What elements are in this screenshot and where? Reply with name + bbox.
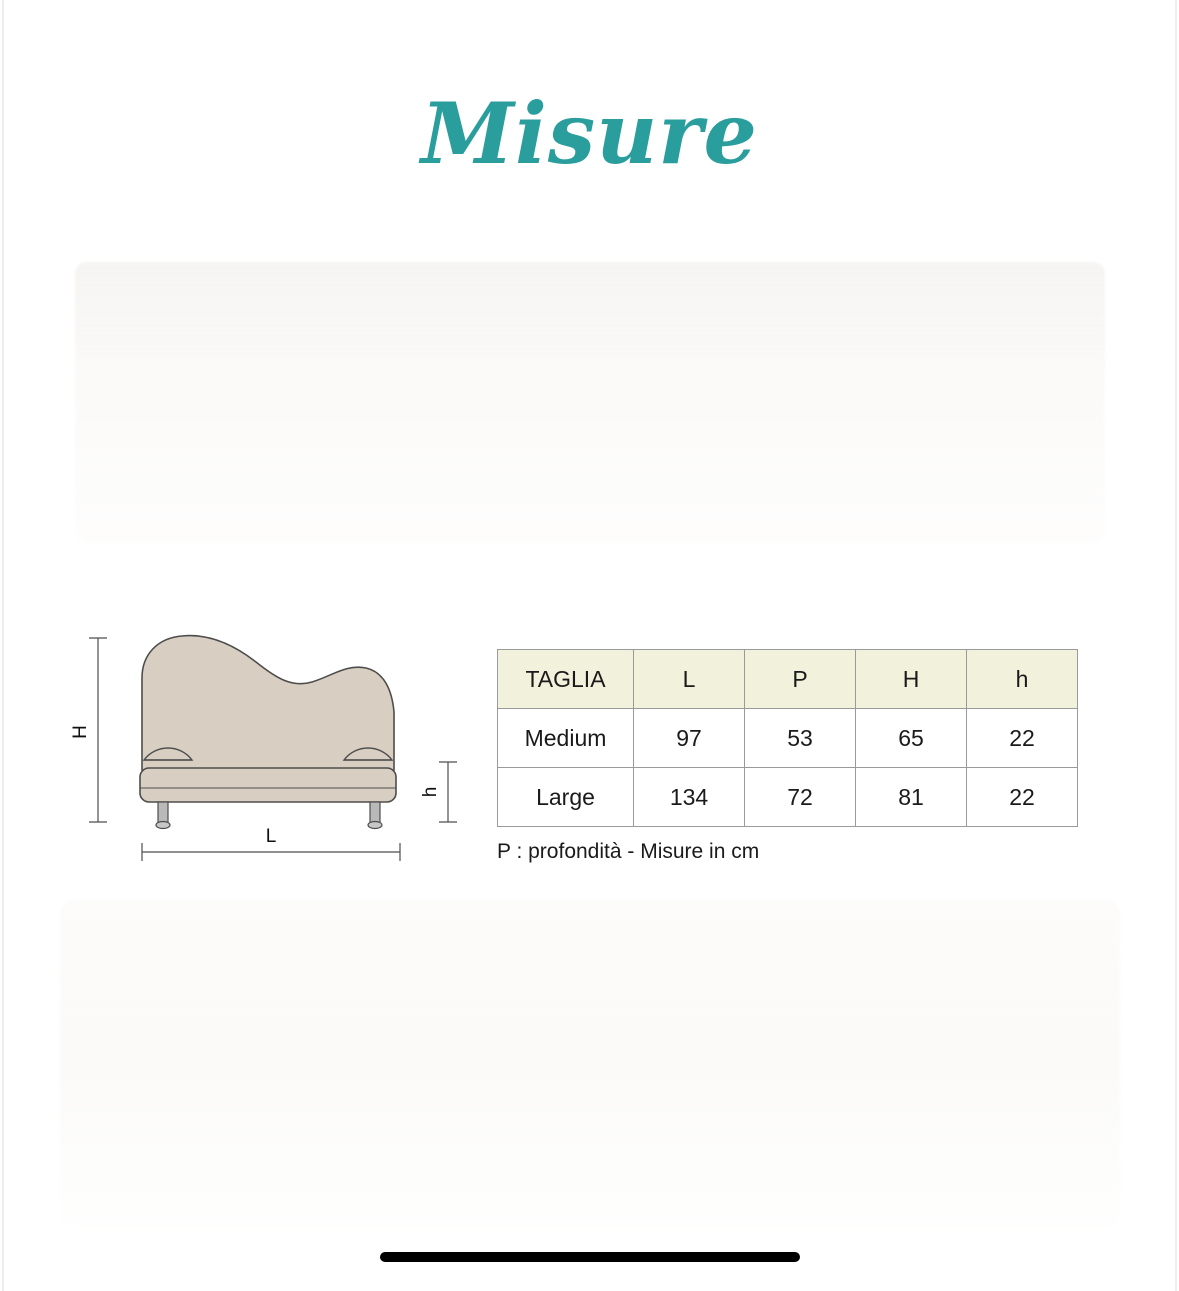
height-dimension-line: [89, 638, 107, 822]
column-header-h-small: h: [967, 650, 1078, 709]
background-wash-top: [75, 262, 1105, 542]
cell-p: 53: [745, 709, 856, 768]
cell-h: 81: [856, 768, 967, 827]
table-note: P : profondità - Misure in cm: [497, 840, 760, 863]
cell-taglia: Large: [498, 768, 634, 827]
table-row: [498, 709, 1078, 768]
table-row: [498, 768, 1078, 827]
cell-h: 65: [856, 709, 967, 768]
column-header-h: H: [856, 650, 967, 709]
size-table-container: [497, 649, 1077, 827]
cell-p: 72: [745, 768, 856, 827]
table-header-row: [498, 650, 1078, 709]
sofa-dimension-diagram: [70, 620, 490, 900]
column-header-l: L: [634, 650, 745, 709]
size-table: [497, 649, 1078, 827]
column-header-p: P: [745, 650, 856, 709]
column-header-taglia: TAGLIA: [498, 650, 634, 709]
cell-h-small: 22: [967, 768, 1078, 827]
label-h: h: [420, 786, 441, 798]
leg-height-dimension-line: [439, 762, 457, 822]
cell-l: 134: [634, 768, 745, 827]
cell-l: 97: [634, 709, 745, 768]
page-edge-right: [1175, 0, 1177, 1291]
page-title: Misure: [421, 84, 758, 183]
background-wash-bottom: [60, 900, 1120, 1230]
cell-h-small: 22: [967, 709, 1078, 768]
cell-taglia: Medium: [498, 709, 634, 768]
label-L: L: [265, 826, 277, 847]
label-H: H: [70, 725, 91, 739]
sofa-illustration: [140, 636, 396, 829]
page-edge-left: [2, 0, 4, 1291]
home-indicator: [380, 1252, 800, 1262]
